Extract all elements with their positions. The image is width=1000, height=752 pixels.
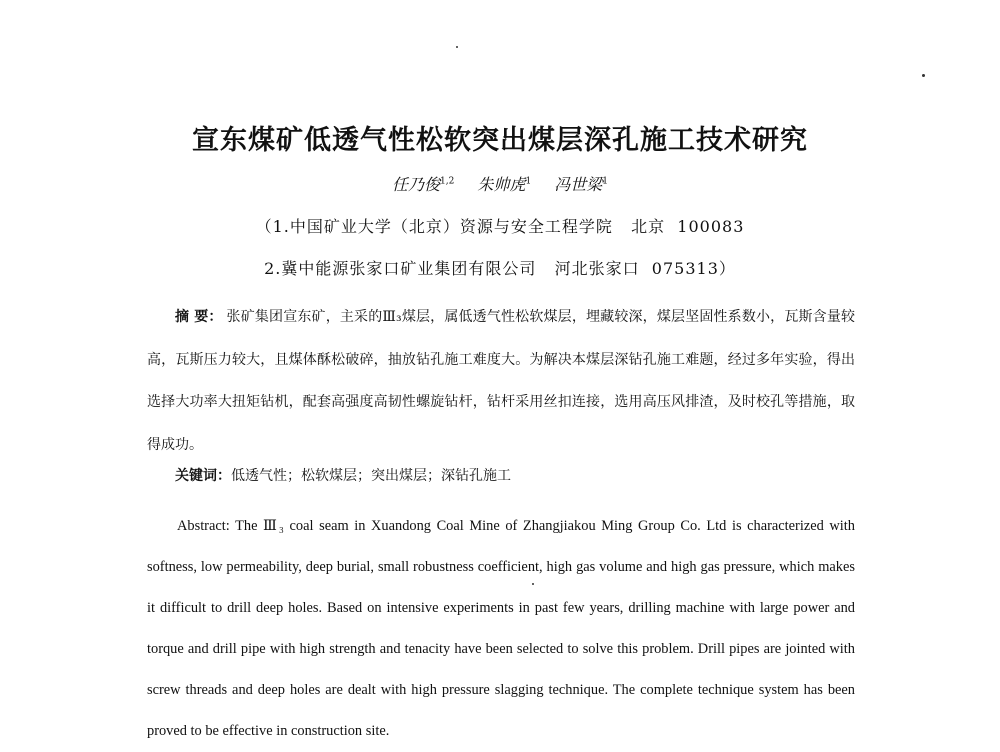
author-2: 朱帅虎$^1$: [477, 175, 532, 194]
author-3: 冯世梁$^1$: [554, 175, 609, 194]
scan-speck-right: [922, 74, 925, 77]
affiliation-2: 2.冀中能源张家口矿业集团有限公司 河北张家口 075313）: [264, 259, 736, 278]
scan-speck-top: [456, 46, 458, 48]
keywords-text: 低透气性；松软煤层；突出煤层；深钻孔施工: [231, 468, 511, 484]
author-1: 任乃俊$^{1,2}$: [391, 175, 455, 194]
affiliation-1: （1.中国矿业大学（北京）资源与安全工程学院 北京 100083: [255, 217, 745, 236]
keywords: [175, 465, 511, 485]
paper-title: 宣东煤矿低透气性松软突出煤层深孔施工技术研究: [192, 125, 808, 156]
keywords-label: 关键词：: [175, 468, 231, 484]
abstract-english: Abstract: The Ⅲ₃ coal seam in Xuandong Coal Mine of Zhangjiakou Ming Group Co. Ltd is characterized with softness, low permeability, deep burial, small robustness coefficient, high gas volume and high gas pressure, which makes it difficult to drill deep holes. Based on intensive experiments in past few years, drilling machine with large power and torque and drill pipe with high strength and tenacity have been selected to solve this problem. Drill pipes are jointed with screw threads and deep holes are dealt with high pressure slagging technique. The complete technique system has been proved to be effective in construction site.: [147, 518, 855, 739]
author-list: [0, 172, 1000, 195]
abstract-chinese-label: 摘 要：: [175, 309, 223, 325]
abstract-chinese-text: 张矿集团宣东矿，主采的Ⅲ₃煤层，属低透气性松软煤层，埋藏较深，煤层坚固性系数小，瓦斯含量较高，瓦斯压力较大，且煤体酥松破碎，抽放钻孔施工难度大。为解决本煤层深钻孔施工难题，经过多年实验，得出选择大功率大扭矩钻机，配套高强度高韧性螺旋钻杆，钻杆采用丝扣连接，选用高压风排渣，及时校孔等措施，取得成功。: [147, 309, 855, 453]
abstract-chinese: [147, 296, 855, 466]
